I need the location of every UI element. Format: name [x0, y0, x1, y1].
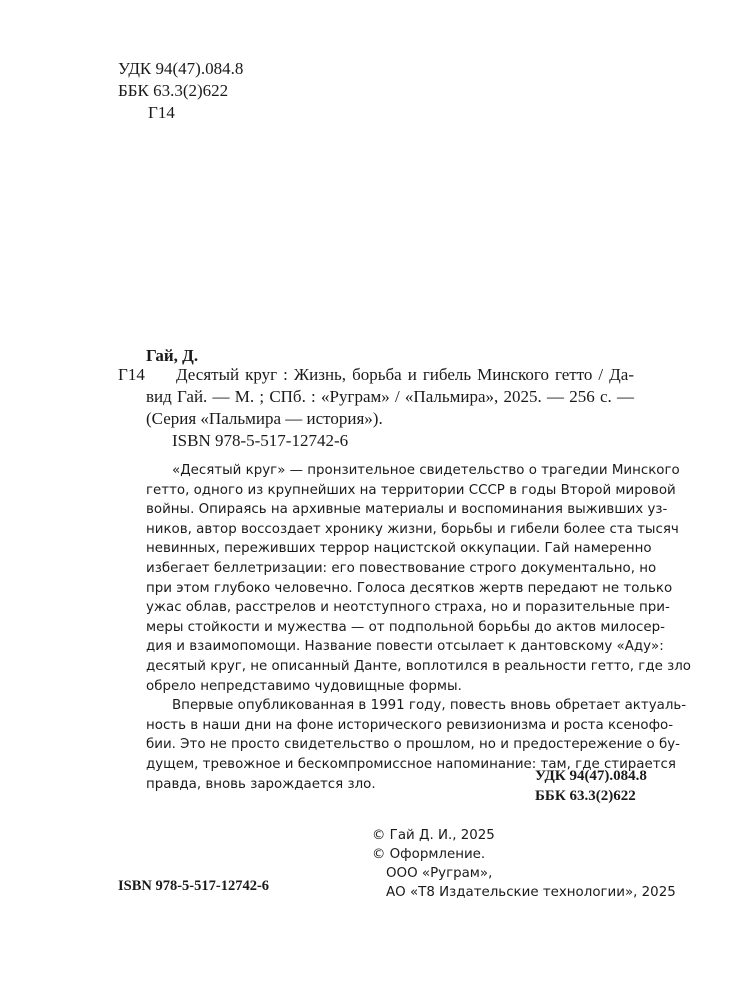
annotation-line: избегает беллетризации: его повествование строго документально, но	[146, 560, 657, 576]
catalog-author-mark: Г14	[118, 365, 145, 384]
copyright-design: © Оформление.	[372, 847, 486, 862]
annotation-line: правда, вновь зарождается зло.	[146, 776, 376, 792]
annotation-line: ников, автор воссоздает хронику жизни, борьбы и гибели более ста тысяч	[146, 521, 679, 537]
annotation-line: ность в наши дни на фоне исторического ревизионизма и роста ксенофо-	[146, 717, 674, 733]
copyright-publisher: ООО «Руграм»,	[386, 866, 493, 881]
bottom-classification-codes	[535, 766, 647, 806]
annotation-line: обрело непредставимо чудовищные формы.	[146, 678, 462, 694]
citation-line: Десятый круг : Жизнь, борьба и гибель Минского гетто / Да-	[176, 365, 634, 384]
annotation-line: дущем, тревожное и бескомпромиссное напоминание: там, где стирается	[146, 756, 676, 772]
copyright-publisher: АО «Т8 Издательские технологии», 2025	[386, 885, 676, 900]
annotation-line: невинных, переживших террор нацистской оккупации. Гай намеренно	[146, 541, 652, 557]
bbk-code: ББК 63.3(2)622	[535, 788, 636, 804]
citation-line: вид Гай. — М. ; СПб. : «Руграм» / «Пальмира», 2025. — 256 с. —	[146, 387, 634, 406]
annotation-line: гетто, одного из крупнейших на территории СССР в годы Второй мировой	[146, 482, 676, 498]
copyright-author: © Гай Д. И., 2025	[372, 828, 495, 843]
bbk-code: ББК 63.3(2)622	[118, 81, 229, 100]
annotation-line: ужас облав, расстрелов и неотступного страха, но и поразительные при-	[146, 600, 670, 616]
annotation-line: войны. Опираясь на архивные материалы и воспоминания выживших уз-	[146, 502, 668, 518]
isbn-bottom: ISBN 978-5-517-12742-6	[118, 878, 270, 894]
udk-code: УДК 94(47).084.8	[118, 59, 244, 78]
annotation-line: меры стойкости и мужества — от подпольной борьбы до актов милосер-	[146, 619, 665, 635]
top-classification-codes	[118, 58, 243, 124]
catalog-isbn: ISBN 978-5-517-12742-6	[172, 431, 349, 450]
annotation-line: Впервые опубликованная в 1991 году, повесть вновь обретает актуаль-	[172, 698, 687, 714]
author-mark: Г14	[148, 103, 175, 122]
citation-line: (Серия «Пальмира — история»).	[146, 409, 383, 428]
annotation-line: «Десятый круг» — пронзительное свидетельство о трагедии Минского	[172, 463, 680, 478]
copyright-block	[372, 826, 676, 902]
annotation-line: дия и взаимопомощи. Название повести отсылает к дантовскому «Аду»:	[146, 639, 664, 655]
catalog-citation	[146, 364, 634, 430]
catalog-author: Гай, Д.	[146, 346, 199, 365]
annotation-line: при этом глубоко человечно. Голоса десятков жертв передают не только	[146, 580, 673, 596]
udk-code: УДК 94(47).084.8	[535, 768, 647, 784]
annotation	[146, 461, 691, 794]
annotation-line: бии. Это не просто свидетельство о прошлом, но и предостережение о бу-	[146, 737, 681, 753]
annotation-line: десятый круг, не описанный Данте, воплотился в реальности гетто, где зло	[146, 658, 691, 674]
